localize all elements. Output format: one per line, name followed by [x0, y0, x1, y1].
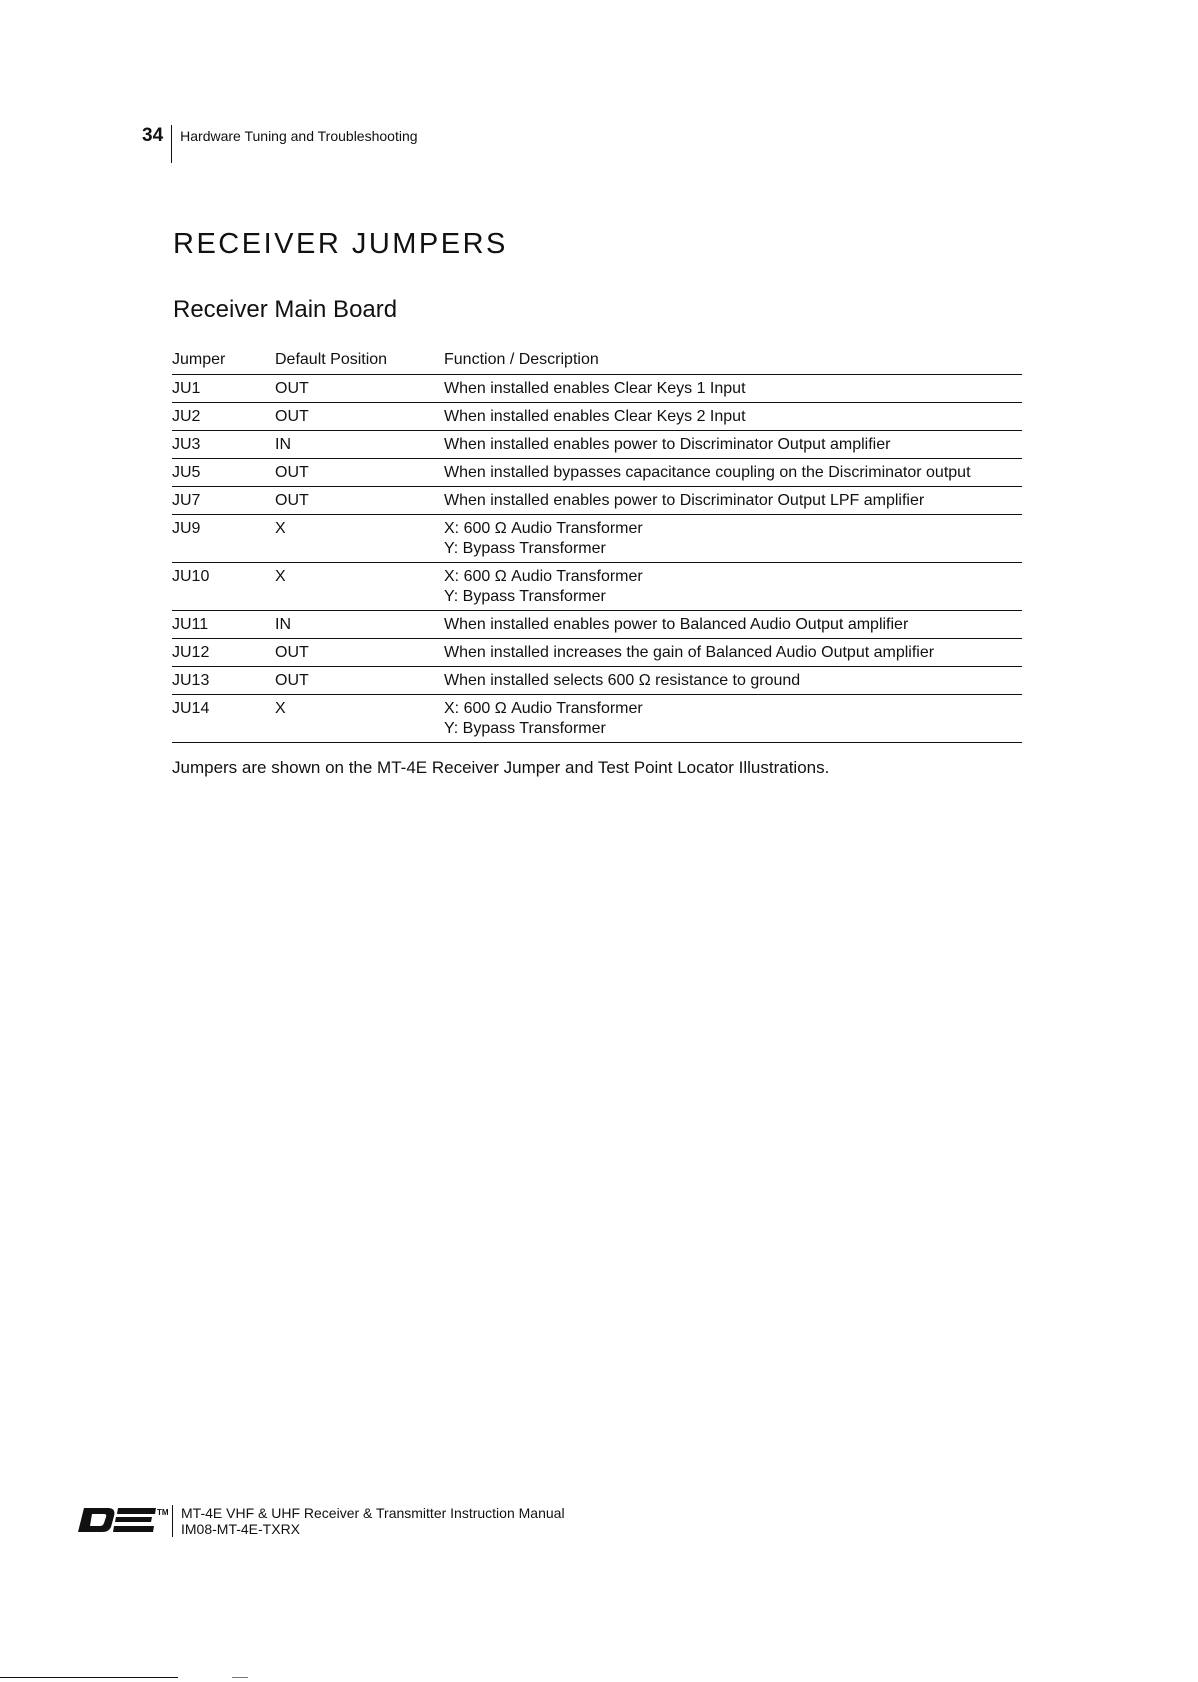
description-line: X: 600 Ω Audio Transformer: [444, 700, 643, 717]
description-line: X: 600 Ω Audio Transformer: [444, 568, 643, 585]
de-logo-icon: [78, 1505, 170, 1533]
jumper-id: JU7: [172, 487, 275, 515]
table-row: [172, 431, 1022, 459]
description-line: X: 600 Ω Audio Transformer: [444, 520, 643, 537]
header-title: Hardware Tuning and Troubleshooting: [180, 128, 418, 144]
description-line: Y: Bypass Transformer: [444, 720, 606, 737]
jumper-id: JU12: [172, 639, 275, 667]
jumper-table: [172, 348, 1022, 743]
column-header-default-position: Default Position: [275, 348, 444, 375]
subsection-title: Receiver Main Board: [173, 296, 398, 323]
default-position: OUT: [275, 375, 444, 403]
bottom-edge-mark: [232, 1677, 248, 1678]
page-header: [142, 125, 418, 165]
function-description: [444, 487, 1022, 515]
jumper-id: JU13: [172, 667, 275, 695]
description-line: When installed selects 600 Ω resistance to ground: [444, 672, 801, 689]
default-position: OUT: [275, 403, 444, 431]
jumper-id: JU1: [172, 375, 275, 403]
jumper-note: Jumpers are shown on the MT-4E Receiver Jumper and Test Point Locator Illustrations.: [172, 758, 830, 777]
default-position: OUT: [275, 667, 444, 695]
jumper-id: JU14: [172, 695, 275, 743]
default-position: X: [275, 695, 444, 743]
jumper-id: JU9: [172, 515, 275, 563]
function-description: [444, 515, 1022, 563]
function-description: [444, 667, 1022, 695]
description-line: When installed enables power to Discriminator Output amplifier: [444, 436, 891, 453]
description-line: When installed enables power to Discriminator Output LPF amplifier: [444, 492, 925, 509]
column-header-jumper: Jumper: [172, 348, 275, 375]
document-id: IM08-MT-4E-TXRX: [181, 1521, 301, 1537]
jumper-table-body: [172, 375, 1022, 743]
function-description: [444, 639, 1022, 667]
table-row: [172, 639, 1022, 667]
function-description: [444, 459, 1022, 487]
table-row: [172, 667, 1022, 695]
column-header-function-description: Function / Description: [444, 348, 1022, 375]
function-description: [444, 375, 1022, 403]
jumper-id: JU2: [172, 403, 275, 431]
table-row: [172, 695, 1022, 743]
description-line: Y: Bypass Transformer: [444, 588, 606, 605]
default-position: OUT: [275, 639, 444, 667]
default-position: IN: [275, 611, 444, 639]
default-position: OUT: [275, 459, 444, 487]
header-divider: [171, 125, 172, 163]
trademark-mark: TM: [157, 1508, 169, 1517]
description-line: When installed enables Clear Keys 1 Input: [444, 380, 746, 397]
manual-title: MT-4E VHF & UHF Receiver & Transmitter Instruction Manual: [181, 1505, 565, 1521]
table-row: [172, 459, 1022, 487]
table-header-row: [172, 348, 1022, 375]
jumper-id: JU10: [172, 563, 275, 611]
bottom-edge-rule: [0, 1677, 178, 1678]
function-description: [444, 563, 1022, 611]
section-title: RECEIVER JUMPERS: [173, 228, 508, 260]
description-line: When installed enables power to Balanced Audio Output amplifier: [444, 616, 909, 633]
table-row: [172, 375, 1022, 403]
function-description: [444, 403, 1022, 431]
table-row: [172, 563, 1022, 611]
default-position: X: [275, 515, 444, 563]
page-number: 34: [142, 125, 164, 146]
page-footer: [78, 1505, 565, 1537]
description-line: When installed increases the gain of Balanced Audio Output amplifier: [444, 644, 935, 661]
default-position: OUT: [275, 487, 444, 515]
description-line: Y: Bypass Transformer: [444, 540, 606, 557]
function-description: [444, 611, 1022, 639]
table-row: [172, 515, 1022, 563]
description-line: When installed enables Clear Keys 2 Input: [444, 408, 746, 425]
table-row: [172, 487, 1022, 515]
footer-text: [181, 1505, 565, 1537]
default-position: IN: [275, 431, 444, 459]
footer-divider: [172, 1505, 173, 1537]
description-line: When installed bypasses capacitance coupling on the Discriminator output: [444, 464, 971, 481]
jumper-id: JU5: [172, 459, 275, 487]
function-description: [444, 695, 1022, 743]
jumper-id: JU11: [172, 611, 275, 639]
table-row: [172, 611, 1022, 639]
default-position: X: [275, 563, 444, 611]
function-description: [444, 431, 1022, 459]
jumper-id: JU3: [172, 431, 275, 459]
table-row: [172, 403, 1022, 431]
